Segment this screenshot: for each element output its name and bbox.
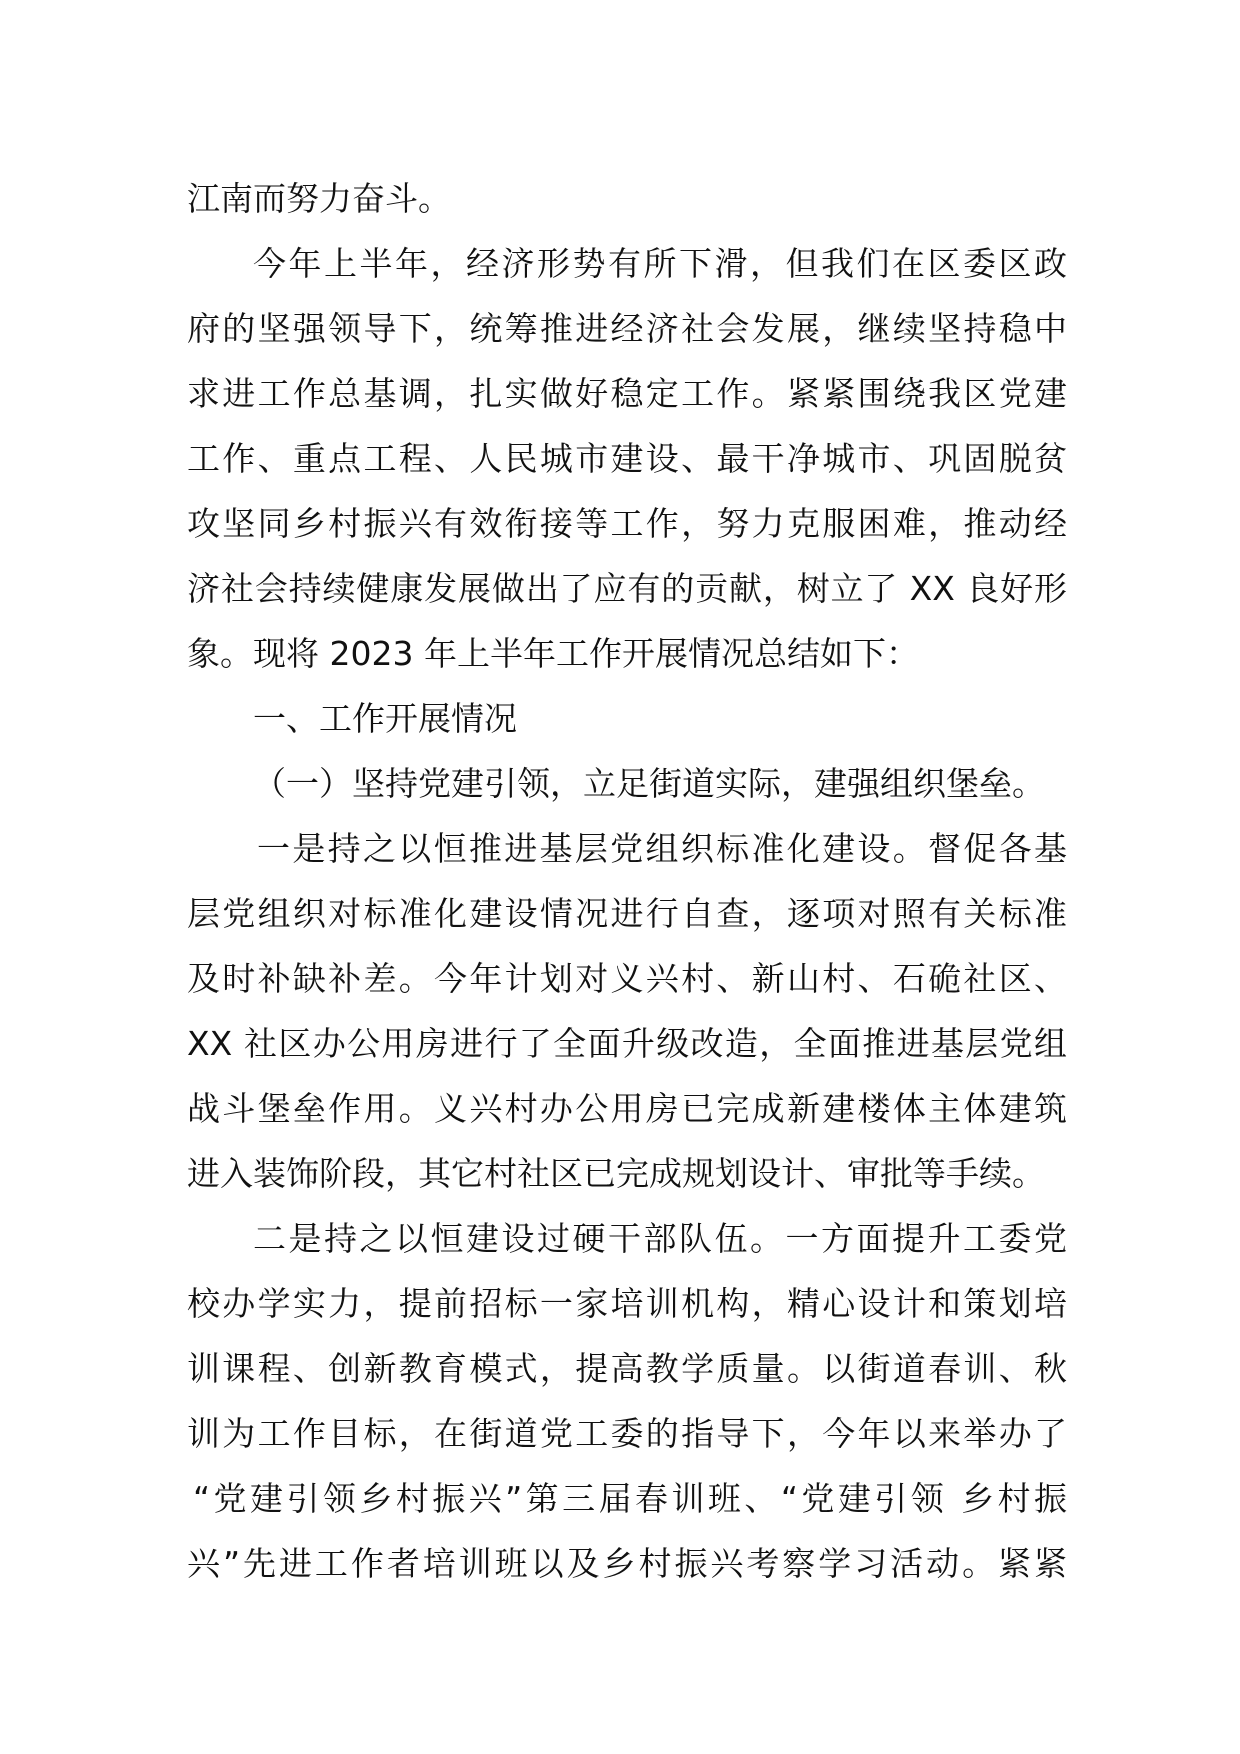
paragraph-continuation-line: 江南而努力奋斗。 [187,179,451,218]
paragraph-first-line: 二是持之以恒建设过硬干部队伍。一方面提升工委党 [253,1219,1067,1258]
paragraph-line: 层党组织对标准化建设情况进行自查，逐项对照有关标准 [187,894,1067,933]
subsection-heading: （一）坚持党建引领，立足街道实际，建强组织堡垒。 [253,764,1045,803]
paragraph-line: 求进工作总基调，扎实做好稳定工作。紧紧围绕我区党建 [187,374,1067,413]
paragraph-last-line: 进入装饰阶段，其它村社区已完成规划设计、审批等手续。 [187,1154,1045,1193]
paragraph-line: 校办学实力，提前招标一家培训机构，精心设计和策划培 [187,1284,1067,1323]
paragraph-line: 训为工作目标，在街道党工委的指导下，今年以来举办了 [187,1414,1067,1453]
paragraph-line: 济社会持续健康发展做出了应有的贡献，树立了 XX 良好形 [187,569,1067,608]
paragraph-line: “党建引领乡村振兴”第三届春训班、“党建引领 乡村振 [193,1479,1067,1518]
paragraph-line: 府的坚强领导下，统筹推进经济社会发展，继续坚持稳中 [187,309,1067,348]
paragraph-last-line: 象。现将 2023 年上半年工作开展情况总结如下： [187,634,919,673]
paragraph-line: 兴”先进工作者培训班以及乡村振兴考察学习活动。紧紧 [187,1544,1067,1583]
paragraph-first-line: 一是持之以恒推进基层党组织标准化建设。督促各基 [257,829,1067,868]
paragraph-line: 训课程、创新教育模式，提高教学质量。以街道春训、秋 [187,1349,1067,1388]
section-heading: 一、工作开展情况 [253,699,517,738]
body-text [187,166,1067,1596]
paragraph-line: 战斗堡垒作用。义兴村办公用房已完成新建楼体主体建筑 [187,1089,1067,1128]
paragraph-line: 工作、重点工程、人民城市建设、最干净城市、巩固脱贫 [187,439,1067,478]
paragraph-line: XX 社区办公用房进行了全面升级改造，全面推进基层党组 [187,1024,1067,1063]
paragraph-line: 及时补缺补差。今年计划对义兴村、新山村、石硊社区、 [187,959,1067,998]
paragraph-first-line: 今年上半年，经济形势有所下滑，但我们在区委区政 [253,244,1067,283]
paragraph-line: 攻坚同乡村振兴有效衔接等工作，努力克服困难，推动经 [187,504,1067,543]
